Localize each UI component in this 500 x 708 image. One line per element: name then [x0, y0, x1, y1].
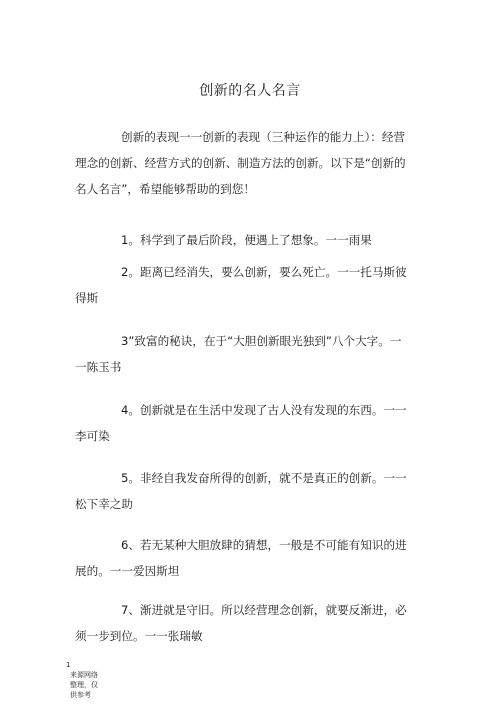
quote-paragraph: 4。创新就是在生活中发现了古人没有发现的东西。一一李可染 — [75, 403, 407, 443]
quote-paragraph: 2。距离已经消失，要么创新，要么死亡。一一托马斯彼得斯 — [75, 265, 407, 305]
quote-paragraph: 7、渐进就是守旧。所以经营理念创新，就要反渐进，必须一步到位。一一张瑞敏 — [75, 603, 407, 643]
footer-note: 来源网络整理，仅供参考 — [70, 671, 98, 699]
page-footer — [66, 660, 100, 700]
quote-paragraph: 6、若无某种大胆放肆的猜想，一般是不可能有知识的进展的。一一爱因斯坦 — [75, 538, 407, 578]
quote-paragraph: 1。科学到了最后阶段，便遇上了想象。一一雨果 — [121, 233, 372, 247]
document-title: 创新的名人名言 — [199, 83, 301, 99]
quote-paragraph: 3”致富的秘诀，在于“大胆创新眼光独到”八个大字。一一陈玉书 — [75, 334, 402, 374]
intro-paragraph: 创新的表现一一创新的表现（三种运作的能力上）：经营理念的创新、经营方式的创新、制造方法的创新。以下是“创新的名人名言”，希望能够帮助的到您！ — [75, 130, 406, 196]
quote-paragraph: 5。非经自我发奋所得的创新，就不是真正的创新。一一松下幸之助 — [75, 471, 407, 511]
page-number: 1 — [66, 661, 71, 669]
